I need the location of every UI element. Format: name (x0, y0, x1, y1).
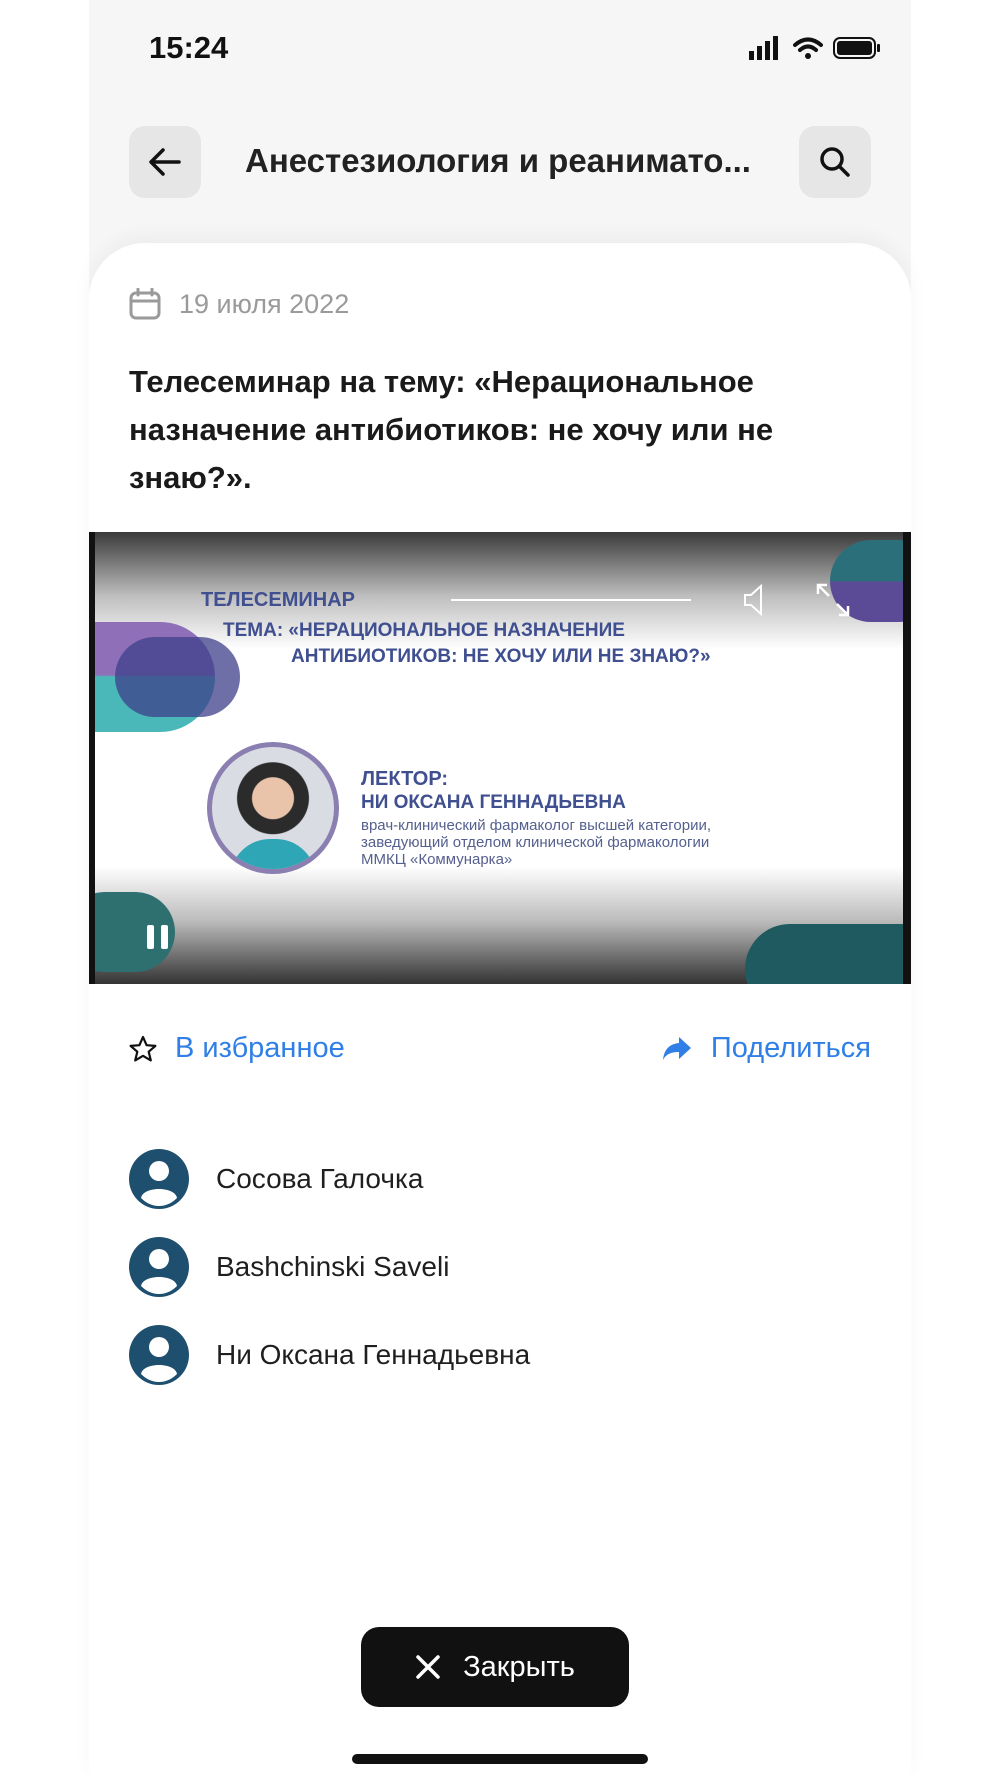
star-icon (129, 1035, 157, 1063)
arrow-left-icon (148, 147, 182, 177)
user-avatar-icon (129, 1149, 189, 1209)
speaker-icon[interactable] (743, 584, 765, 616)
lecturer-description-1: врач-клинический фармаколог высшей категории, (361, 817, 712, 834)
participant-name: Bashchinski Saveli (216, 1251, 450, 1282)
close-icon (415, 1654, 441, 1680)
status-icons (749, 36, 881, 60)
navigation-bar (89, 126, 911, 198)
wifi-icon (793, 36, 823, 60)
back-button[interactable] (129, 126, 201, 198)
close-button[interactable] (361, 1627, 629, 1707)
video-frame (95, 532, 903, 984)
lecturer-description-2: заведующий отделом клинической фармакологии (361, 834, 710, 851)
home-indicator[interactable] (352, 1754, 648, 1764)
phone-screen (89, 0, 911, 1778)
favorite-label: В избранное (175, 1032, 345, 1064)
participants-list (129, 1135, 869, 1399)
slide-decoration (115, 637, 240, 717)
lecturer-label: ЛЕКТОР: (361, 768, 449, 790)
article-actions (89, 1024, 911, 1076)
video-player[interactable] (89, 532, 911, 984)
participant-name: Ни Оксана Геннадьевна (216, 1339, 531, 1370)
close-label: Закрыть (463, 1650, 575, 1683)
pause-icon[interactable] (143, 922, 173, 952)
user-avatar-icon (129, 1237, 189, 1297)
publish-date: 19 июля 2022 (179, 288, 350, 319)
lecturer-description-3: ММКЦ «Коммунарка» (361, 851, 513, 868)
search-icon (819, 146, 851, 178)
article-title: Телесеминар на тему: «Нерациональное назначение антибиотиков: не хочу или не знаю?». (129, 364, 774, 495)
share-arrow-icon (661, 1035, 693, 1063)
calendar-icon (129, 288, 161, 320)
slide-heading: ТЕЛЕСЕМИНАР (201, 589, 355, 611)
user-avatar-icon (129, 1325, 189, 1385)
status-time: 15:24 (149, 30, 229, 65)
share-button[interactable] (661, 1032, 871, 1065)
slide-decoration (745, 924, 903, 984)
participant-name: Сосова Галочка (216, 1163, 424, 1194)
search-button[interactable] (799, 126, 871, 198)
slide-topic-line-2: АНТИБИОТИКОВ: НЕ ХОЧУ ИЛИ НЕ ЗНАЮ?» (291, 646, 711, 667)
status-bar (89, 0, 911, 100)
slide-topic-line-1: ТЕМА: «НЕРАЦИОНАЛЬНОЕ НАЗНАЧЕНИЕ (223, 620, 625, 641)
favorite-button[interactable] (129, 1032, 345, 1065)
page-title: Анестезиология и реанимато... (245, 142, 751, 179)
list-item[interactable] (129, 1223, 869, 1311)
signal-icon (749, 36, 783, 60)
lecturer-photo (207, 742, 339, 874)
date-row (129, 288, 349, 320)
lecturer-name: НИ ОКСАНА ГЕННАДЬЕВНА (361, 792, 626, 813)
list-item[interactable] (129, 1311, 869, 1399)
list-item[interactable] (129, 1135, 869, 1223)
volume-slider[interactable] (451, 599, 691, 601)
battery-icon (833, 36, 881, 60)
share-label: Поделиться (710, 1032, 871, 1064)
fullscreen-icon[interactable] (815, 582, 851, 618)
